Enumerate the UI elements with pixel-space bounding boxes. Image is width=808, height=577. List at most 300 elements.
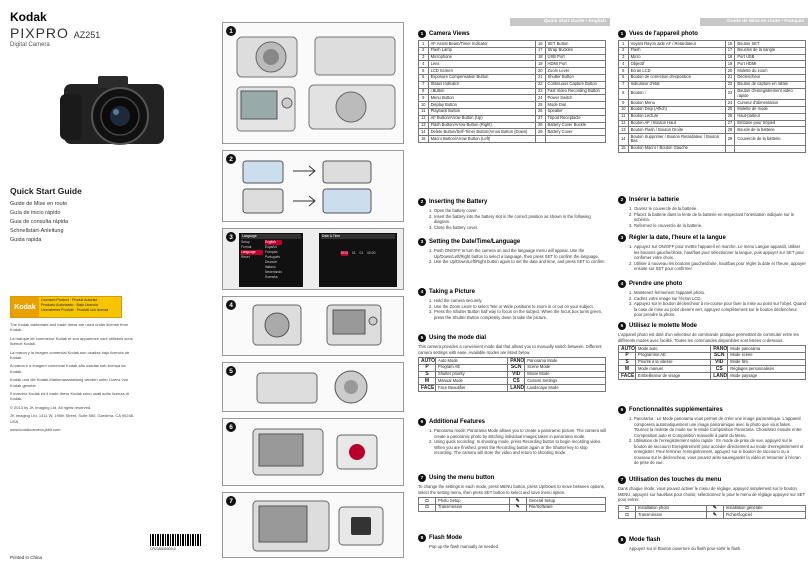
part-name: USB Port bbox=[545, 54, 605, 61]
camera-illustration bbox=[58, 70, 170, 150]
step-text: Appuyez sur le bouton déclencheur à mi-course pour faire la mise au point sur l'objet. Quand la case de mise au point devient vert, appuyez complètement sur le bouton déclencheur pour prendre la photo. bbox=[634, 301, 806, 317]
step-text: Use the Zoom Lever to select Tele or Wide positions to zoom in or out on your subject. bbox=[434, 303, 594, 309]
en-flash bbox=[418, 534, 606, 550]
part-name: Déclencheur bbox=[735, 74, 806, 81]
part-name: Bouton Flash / Bouton Droite bbox=[628, 127, 725, 134]
brand-logo: Kodak bbox=[10, 10, 47, 24]
section-title: Vues de l'appareil photo bbox=[629, 31, 698, 37]
product-subtitle: Digital Camera bbox=[10, 42, 50, 48]
mode-name: Custom Settings bbox=[525, 378, 606, 385]
part-name: Flash Button/Arrow Button (Right) bbox=[428, 122, 535, 129]
license-text bbox=[39, 297, 121, 317]
table-row bbox=[619, 134, 806, 146]
table-row bbox=[619, 54, 806, 61]
mode-icon-cell bbox=[619, 346, 636, 353]
step-text: Use the Up/Down/Left/Right button again to set the date and time, and press SET to confirm. bbox=[434, 259, 606, 264]
legal-line: JK Imaging Ltd. 1411 W. 190th Street, Suite 550, Gardena, CA 90248, USA bbox=[10, 413, 135, 424]
section-intro: L'appareil photo est doté d'un sélecteur de commande pratique permettant de commuter entre les différents modes avec facilité. Toutes les commandes disponibles sont listées ci-dessous. bbox=[618, 332, 799, 343]
figures-column bbox=[218, 0, 408, 577]
wrench-icon: ✎ bbox=[712, 511, 717, 518]
mode-icon-cell bbox=[419, 364, 436, 371]
fr-mode bbox=[618, 322, 806, 380]
language-option: English bbox=[265, 240, 282, 245]
part-name: Speaker bbox=[545, 108, 605, 115]
en-menu bbox=[418, 474, 606, 512]
table-row bbox=[419, 74, 606, 81]
menu-icon-cell bbox=[706, 505, 723, 512]
part-number: 12 bbox=[619, 120, 629, 127]
part-number: 7 bbox=[419, 81, 429, 88]
guide-title-de: Schnellstart-Anleitung bbox=[10, 228, 64, 234]
part-number: 24 bbox=[725, 100, 735, 107]
part-name bbox=[545, 136, 605, 143]
fr-picture bbox=[618, 280, 806, 318]
step bbox=[629, 301, 806, 318]
part-number: 23 bbox=[725, 88, 735, 100]
part-name: AF Assist Beam/Timer Indicator bbox=[428, 41, 535, 48]
step-number: 2. bbox=[629, 438, 633, 443]
section-title: Utilisation des touches du menu bbox=[629, 477, 722, 483]
step-number: 2. bbox=[629, 295, 633, 301]
section-title: Taking a Picture bbox=[429, 289, 475, 295]
part-number: 25 bbox=[725, 106, 735, 113]
barcode-number: CR236000009-0 bbox=[150, 547, 176, 551]
mode-icon-cell bbox=[619, 359, 636, 366]
table-row bbox=[419, 88, 606, 95]
legal-line: La marca y la imagen comercial Kodak son usadas bajo licencia de Kodak. bbox=[10, 349, 130, 361]
step-text: Press the Shutter Button half way to focus on the subject. When the focus box turns green, press the Shutter Button completely down to take the picture. bbox=[434, 309, 603, 320]
step bbox=[429, 259, 606, 265]
mode-icon: AUTO bbox=[621, 345, 636, 352]
table-row bbox=[419, 385, 606, 392]
mode-icon-cell bbox=[711, 352, 728, 359]
part-name: Bouton d'enregistrement vidéo rapide bbox=[735, 88, 806, 100]
menu-name: File/Software bbox=[526, 504, 605, 511]
part-number: 22 bbox=[725, 81, 735, 88]
section-badge: 6 bbox=[418, 418, 426, 426]
step-number: 1. bbox=[429, 208, 433, 213]
section-badge: 3 bbox=[618, 234, 626, 242]
part-name: Bouton de capture en rafale bbox=[735, 81, 806, 88]
part-number: 2 bbox=[419, 47, 429, 54]
section-text: Pop up the flash manually as needed. bbox=[429, 544, 500, 549]
en-mode bbox=[418, 334, 606, 392]
legal-line: Kodak und die Kodak-Markenausstattung werden unter Lizenz von Kodak genutzt. bbox=[10, 377, 129, 388]
part-name: Status Indicator bbox=[428, 81, 535, 88]
part-name: Objectif bbox=[628, 61, 725, 68]
table-row bbox=[419, 115, 606, 122]
guide-title-it: Guida rapida bbox=[10, 237, 42, 243]
part-number bbox=[535, 136, 545, 143]
part-number: 17 bbox=[535, 47, 545, 54]
figure-number: 4 bbox=[226, 300, 236, 310]
table-row bbox=[619, 373, 806, 380]
part-number: 29 bbox=[725, 134, 735, 146]
table-row bbox=[419, 122, 606, 129]
part-name: Shutter Button bbox=[545, 74, 605, 81]
hold-camera-diagram bbox=[223, 297, 403, 355]
figure-language bbox=[222, 228, 404, 290]
section-intro: This camera provides a convenient mode dial that allows you to manually switch between. Different camera settings with ease. Available modes are listed below. bbox=[418, 344, 602, 355]
part-name: Flash Lamp bbox=[428, 47, 535, 54]
en-picture bbox=[418, 288, 606, 320]
part-name: Delete Button/Self-Timer Button/Arrow Button (Down) bbox=[428, 129, 535, 136]
step-text: Appuyez sur ON/OFF pour mettre l'appareil en marche. Le menu Langue apparaît, utiliser les boutons gauche/droite, haut/bas pour sélectionner la langue, puis appuyer sur SET pour confirmer votre choix. bbox=[634, 244, 804, 260]
camera-icon: ◘ bbox=[625, 505, 629, 511]
step-number: 1. bbox=[629, 290, 633, 295]
part-name: Macro Button/Arrow Button (Left) bbox=[428, 136, 535, 143]
mode-icon-cell bbox=[508, 371, 525, 378]
step-number: 1. bbox=[429, 428, 433, 433]
table-row bbox=[419, 136, 606, 143]
menu-name: Fichier/logiciel bbox=[723, 512, 805, 519]
mode-icon: LAND bbox=[713, 372, 728, 379]
part-number: 8 bbox=[619, 88, 629, 100]
menu-icon-cell bbox=[509, 504, 526, 511]
recording-diagram bbox=[223, 419, 403, 485]
part-name: Bouton i bbox=[628, 88, 725, 100]
table-row bbox=[619, 346, 806, 353]
step bbox=[629, 212, 806, 223]
mode-name: Panorama Mode bbox=[525, 358, 606, 365]
table-row bbox=[419, 95, 606, 102]
language-option: Svenska bbox=[265, 275, 278, 279]
part-number: 14 bbox=[419, 129, 429, 136]
part-number: 25 bbox=[535, 102, 545, 109]
day-field: 01 bbox=[359, 251, 364, 255]
mode-icon-cell bbox=[508, 378, 525, 385]
legal-notice bbox=[10, 322, 136, 436]
table-row bbox=[619, 366, 806, 373]
part-name: Fast Video Recording Button bbox=[545, 88, 605, 95]
mode-icon: SCN bbox=[713, 352, 725, 359]
part-name: Display Button bbox=[428, 102, 535, 109]
menu-item: Format bbox=[241, 245, 252, 249]
part-name: Bouton de correction d'exposition bbox=[628, 74, 725, 81]
mode-name: Réglages personnalisés bbox=[728, 366, 806, 373]
menu-name: Transmission bbox=[636, 512, 707, 519]
mode-icon: M bbox=[624, 365, 630, 372]
part-number: 21 bbox=[535, 74, 545, 81]
part-number: 8 bbox=[419, 88, 429, 95]
part-name: Battery Cover Buckle bbox=[545, 122, 605, 129]
part-name: Bouton Disp (Affich) bbox=[628, 106, 725, 113]
section-intro: Dans chaque mode, vous pouvez activer le menu de réglage, appuyez simplement sur le bouton MENU, appuyez sur haut/bas pour choisir, sélectionnez le pour le menu de réglage appuyez sur SET pour entrer. bbox=[618, 486, 806, 502]
legal-line: © 2013 by JK Imaging Ltd. All rights reserved. bbox=[10, 404, 92, 410]
table-row bbox=[419, 358, 606, 365]
table-row bbox=[419, 54, 606, 61]
figure-number: 5 bbox=[226, 366, 236, 376]
mode-icon-cell bbox=[508, 358, 525, 365]
part-name: LCD Screen bbox=[428, 68, 535, 75]
part-number: 29 bbox=[535, 129, 545, 136]
part-name: Bouton Macro / Bouton Gauche bbox=[628, 145, 725, 152]
figure-camera-views bbox=[222, 22, 404, 144]
table-row bbox=[419, 504, 606, 511]
part-name: Curseur d'alimentation bbox=[735, 100, 806, 107]
fr-additional bbox=[618, 406, 806, 466]
table-row bbox=[419, 81, 606, 88]
step-number: 2. bbox=[629, 260, 633, 266]
part-number: 27 bbox=[725, 120, 735, 127]
step bbox=[629, 223, 806, 229]
section-badge: 5 bbox=[618, 322, 626, 330]
camera-diagram bbox=[223, 23, 403, 143]
part-number: 15 bbox=[419, 136, 429, 143]
section-badge: 1 bbox=[418, 30, 426, 38]
section-steps bbox=[418, 428, 606, 456]
step bbox=[429, 428, 606, 439]
language-option: Deutsch bbox=[265, 260, 278, 264]
mode-name: Program AE bbox=[436, 364, 508, 371]
step-text: Cadrez votre image sur l'écran LCD. bbox=[634, 295, 702, 301]
part-name: Couvercle de la batterie bbox=[735, 134, 806, 146]
model-name bbox=[10, 25, 200, 41]
section-steps bbox=[418, 208, 606, 230]
part-number: 16 bbox=[725, 41, 735, 48]
legal-line: La marque de commerce Kodak et son apparence sont utilisées sous licence Kodak. bbox=[10, 335, 133, 347]
french-banner: Guide de Mise en route • Français bbox=[700, 18, 808, 26]
part-name: Battery Cover bbox=[545, 129, 605, 136]
language-list bbox=[265, 240, 282, 280]
mode-name: Mode manuel bbox=[636, 366, 711, 373]
menu-icon-cell bbox=[706, 512, 723, 519]
part-number: 20 bbox=[725, 68, 735, 75]
mode-name: Manual Mode bbox=[436, 378, 508, 385]
en-battery bbox=[418, 198, 606, 230]
step-text: Panorama mode: Panorama Mode allows you to create a panoramic picture. The camera will create a panoramic photo by stitching individual images taken in panorama mode. bbox=[434, 428, 606, 439]
table-row bbox=[619, 41, 806, 48]
table-row bbox=[419, 47, 606, 54]
part-name: Continuous Capture Button bbox=[545, 81, 605, 88]
menu-item: Reset bbox=[241, 255, 250, 259]
year-field: 2013 bbox=[340, 251, 348, 255]
part-name: SET Button bbox=[545, 41, 605, 48]
guide-title-fr: Guide de Mise en route bbox=[10, 201, 68, 207]
french-column bbox=[614, 0, 808, 577]
step-number: 3. bbox=[629, 222, 633, 228]
step-text: Push ON/OFF to turn the camera on and the language menu will appear. Use the Up/Down/Left/Right button to select a language, then press SET to confirm the language. bbox=[434, 248, 599, 259]
table-row bbox=[619, 352, 806, 359]
section-title: Prendre une photo bbox=[629, 281, 683, 287]
camera-icon: ◘ bbox=[425, 504, 429, 511]
section-text: Appuyez sur le Bouton ouverture du flash pour sortir le flash. bbox=[629, 546, 742, 551]
mode-name: Movie Mode bbox=[525, 371, 606, 378]
section-badge: 7 bbox=[618, 476, 626, 484]
step-number: 1. bbox=[429, 248, 433, 253]
license-line: Producto Autorizado · Bajo Licencia bbox=[41, 302, 98, 307]
table-row bbox=[419, 498, 606, 505]
table-row bbox=[419, 364, 606, 371]
part-name: Boucles de la sangle bbox=[735, 47, 806, 54]
part-name: Haut-parleur bbox=[735, 113, 806, 120]
section-badge: 6 bbox=[618, 406, 626, 414]
mode-icon: VID bbox=[715, 359, 724, 366]
section-badge: 3 bbox=[418, 238, 426, 246]
table-row bbox=[419, 61, 606, 68]
table-row bbox=[619, 106, 806, 113]
part-number: 5 bbox=[419, 68, 429, 75]
wrench-icon: ✎ bbox=[515, 497, 520, 504]
part-number: 14 bbox=[619, 134, 629, 146]
mode-icon-cell bbox=[508, 364, 525, 371]
step-number: 1. bbox=[629, 206, 633, 211]
part-number: 16 bbox=[535, 41, 545, 48]
section-steps bbox=[618, 244, 806, 272]
camera-icon: ◘ bbox=[625, 511, 629, 518]
table-row bbox=[419, 378, 606, 385]
menu-icon-cell bbox=[419, 498, 436, 505]
part-number: 28 bbox=[725, 127, 735, 134]
wrench-icon: ✎ bbox=[712, 505, 717, 511]
part-name: AF Button/Arrow Button (Up) bbox=[428, 115, 535, 122]
section-badge: 8 bbox=[618, 536, 626, 544]
guide-title: Quick Start Guide bbox=[10, 186, 82, 196]
guide-title-translations bbox=[10, 200, 68, 245]
part-name: Lens bbox=[428, 61, 535, 68]
part-name bbox=[735, 145, 806, 152]
part-number: 1 bbox=[419, 41, 429, 48]
mode-icon: CS bbox=[512, 377, 520, 384]
figure-taking-picture bbox=[222, 296, 404, 356]
part-number: 6 bbox=[619, 74, 629, 81]
part-name: Bouton SET bbox=[735, 41, 806, 48]
fr-camera-views bbox=[618, 30, 806, 153]
figure-number: 6 bbox=[226, 422, 236, 432]
step-number: 3. bbox=[629, 301, 633, 306]
mode-icon: VID bbox=[512, 371, 521, 378]
mode-icon: S bbox=[625, 359, 629, 366]
table-row bbox=[619, 61, 806, 68]
mode-icon-cell bbox=[508, 385, 525, 392]
section-title: Inserting the Battery bbox=[429, 199, 488, 205]
part-name: Port HDMI bbox=[735, 61, 806, 68]
figure-mode-dial bbox=[222, 362, 404, 412]
part-name: Tripod Receptacle bbox=[545, 115, 605, 122]
month-field: 01 bbox=[351, 251, 356, 255]
step bbox=[429, 439, 606, 456]
mode-name: Mode film bbox=[728, 359, 806, 366]
part-number: 13 bbox=[419, 122, 429, 129]
menu-side-list bbox=[241, 240, 263, 280]
step-text: Insert the battery into the battery slot in the correct position as shown in the following diagram. bbox=[434, 213, 591, 224]
section-title: Mode flash bbox=[629, 537, 661, 543]
step bbox=[629, 261, 806, 272]
camera-views-table bbox=[618, 40, 806, 153]
mode-icon-cell bbox=[711, 346, 728, 353]
part-number: 3 bbox=[419, 54, 429, 61]
step-number: 2. bbox=[429, 439, 433, 444]
section-steps bbox=[618, 416, 806, 466]
mode-name: Landscape Mode bbox=[525, 385, 606, 392]
menu-table bbox=[618, 505, 806, 520]
part-number: 26 bbox=[725, 113, 735, 120]
section-steps bbox=[418, 248, 606, 265]
part-number: 6 bbox=[419, 74, 429, 81]
part-name: Ecran LCD bbox=[628, 68, 725, 75]
mode-icon-cell bbox=[619, 366, 636, 373]
part-number: 11 bbox=[419, 108, 429, 115]
table-row bbox=[419, 68, 606, 75]
table-row bbox=[619, 113, 806, 120]
step-text: Panorama : Le Mode panorama vous permet de créer une image panoramique. L'appareil composera automatiquement une image panoramique avec la photo que vous faites. Tournez la molette de mode sur le Mode Composition Panorama. Choisissez ensuite entre Composition auto et Composition manuelle à partir du Menu. bbox=[634, 416, 802, 438]
mode-name: Scene Mode bbox=[525, 364, 606, 371]
mode-name: Shutter priority bbox=[436, 371, 508, 378]
fr-flash bbox=[618, 536, 806, 552]
camera-icon: ◘ bbox=[425, 497, 429, 504]
part-name: Mode Dial bbox=[545, 102, 605, 109]
language-option: Nederlands bbox=[265, 270, 282, 274]
part-name: Voyant Rayon aide AF / Retardateur bbox=[628, 41, 725, 48]
license-logo: Kodak bbox=[11, 297, 39, 317]
part-name: HDMI Port bbox=[545, 61, 605, 68]
datetime-menu-screen bbox=[319, 233, 397, 287]
mode-name: Programme AE bbox=[636, 352, 711, 359]
mode-icon-cell bbox=[419, 385, 436, 392]
part-number: 19 bbox=[725, 61, 735, 68]
language-option: Italiano bbox=[265, 265, 276, 269]
english-column bbox=[414, 0, 610, 577]
part-number: 2 bbox=[619, 47, 629, 54]
license-line: Lizenziertes Produkt · Prodotti con licenza bbox=[41, 307, 109, 312]
mode-icon: FACE bbox=[421, 384, 435, 391]
menu-item-selected: Language bbox=[241, 250, 263, 255]
fr-battery bbox=[618, 196, 806, 228]
section-title: Camera Views bbox=[429, 31, 470, 37]
step-number: 2. bbox=[429, 303, 433, 309]
menu-icon-cell bbox=[509, 498, 526, 505]
mode-name: Mode auto bbox=[636, 346, 711, 353]
part-name: Strap Buckles bbox=[545, 47, 605, 54]
part-number: 1 bbox=[619, 41, 629, 48]
step-text: Hold the camera securely. bbox=[434, 298, 483, 303]
table-row bbox=[419, 41, 606, 48]
table-row bbox=[419, 129, 606, 136]
mode-icon-cell bbox=[619, 352, 636, 359]
section-badge: 4 bbox=[418, 288, 426, 296]
table-row bbox=[619, 100, 806, 107]
part-number: 20 bbox=[535, 68, 545, 75]
fr-datetime bbox=[618, 234, 806, 272]
section-badge: 7 bbox=[418, 474, 426, 482]
part-number: 22 bbox=[535, 81, 545, 88]
section-badge: 8 bbox=[418, 534, 426, 542]
mode-name: Face Beautifier bbox=[436, 385, 508, 392]
step-number: 2. bbox=[429, 213, 433, 219]
english-banner: Quick Start Guide • English bbox=[510, 18, 610, 26]
part-number: 24 bbox=[535, 95, 545, 102]
part-name: Zoom Lever bbox=[545, 68, 605, 75]
license-badge bbox=[10, 296, 122, 318]
step bbox=[629, 244, 806, 261]
table-row bbox=[419, 108, 606, 115]
menu-button-diagram bbox=[223, 493, 403, 557]
part-number: 9 bbox=[619, 100, 629, 107]
step-number: 1. bbox=[629, 416, 633, 421]
part-name: i Button bbox=[428, 88, 535, 95]
part-number: 27 bbox=[535, 115, 545, 122]
mode-icon-cell bbox=[619, 373, 636, 380]
part-number: 3 bbox=[619, 54, 629, 61]
legal-line: The Kodak trademark and trade dress are used under license from Kodak. bbox=[10, 322, 129, 333]
menu-name: Installation photo bbox=[636, 505, 707, 512]
part-number: 4 bbox=[619, 61, 629, 68]
part-name: Exposure Compensation Button bbox=[428, 74, 535, 81]
mode-table bbox=[418, 357, 606, 392]
table-row bbox=[619, 74, 806, 81]
legal-line: www.kodakcamera.jkltd.com bbox=[10, 427, 61, 433]
figure-number: 2 bbox=[226, 154, 236, 164]
